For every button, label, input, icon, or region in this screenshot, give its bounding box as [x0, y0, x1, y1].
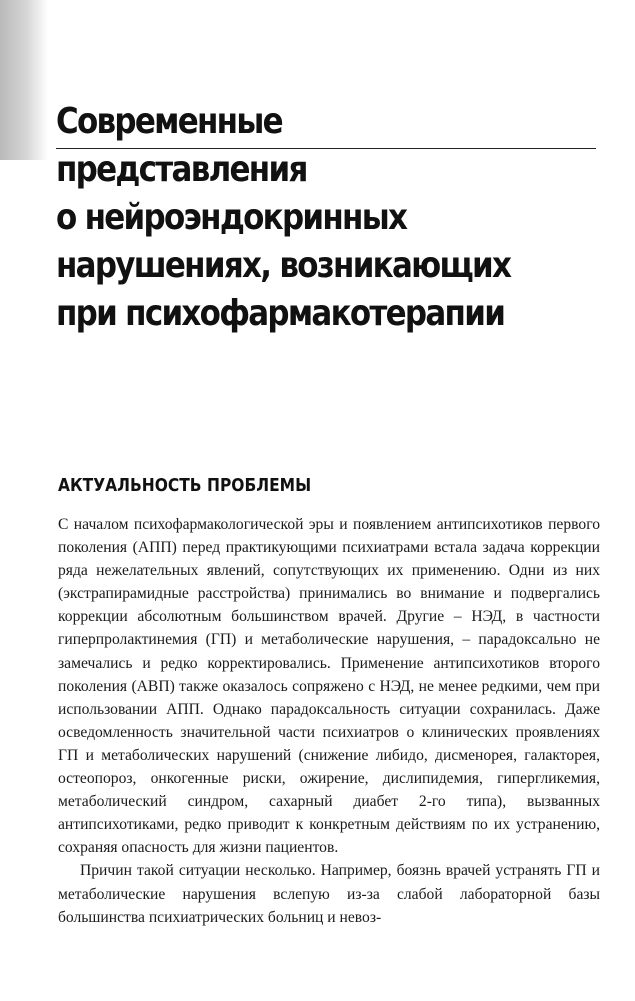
title-line: нарушениях, возникающих: [56, 245, 511, 286]
title-line: о нейроэндокринных: [56, 197, 407, 238]
paragraph: С началом психофармакологической эры и появлением антипсихотиков первого поколения (АПП) перед практикующими психиатрами встала задача коррекции ряда нежелательных явлений, сопутствующих их применению. Одни из них (экстрапирамидные расстройства) принимались во внимание и подвергались коррекции абсолютным большинством врачей. Другие – НЭД, в частности гиперпролактинемия (ГП) и метаболические нарушения, – парадоксально не замечались и редко корректировались. Применение антипсихотиков второго поколения (АВП) также оказалось сопряжено с НЭД, не менее редкими, чем при использовании АПП. Однако парадоксальность ситуации сохранилась. Даже осведомленность значительной части психиатров о клинических проявлениях ГП и метаболических нарушений (снижение либидо, дисменорея, галакторея, остеопороз, онкогенные риски, ожирение, дислипидемия, гипергликемия, метаболический синдром, сахарный диабет 2-го типа), вызванных антипсихотиками, редко приводит к конкретным действиям по их устранению, сохраняя опасность для жизни пациентов.: [58, 516, 600, 857]
title-line: Современные представления: [56, 101, 307, 190]
title-line: при психофармакотерапии: [56, 293, 505, 334]
section-heading: АКТУАЛЬНОСТЬ ПРОБЛЕМЫ: [58, 475, 312, 496]
title-divider: [56, 148, 596, 149]
chapter-title: [56, 98, 538, 338]
body-text: [58, 513, 600, 929]
scan-edge-shadow: [0, 0, 48, 160]
paragraph: Причин такой ситуации несколько. Например, боязнь врачей устранять ГП и метаболические нарушения вслепую из-за слабой лабораторной базы большинства психиатрических больниц и невоз-: [58, 862, 600, 926]
